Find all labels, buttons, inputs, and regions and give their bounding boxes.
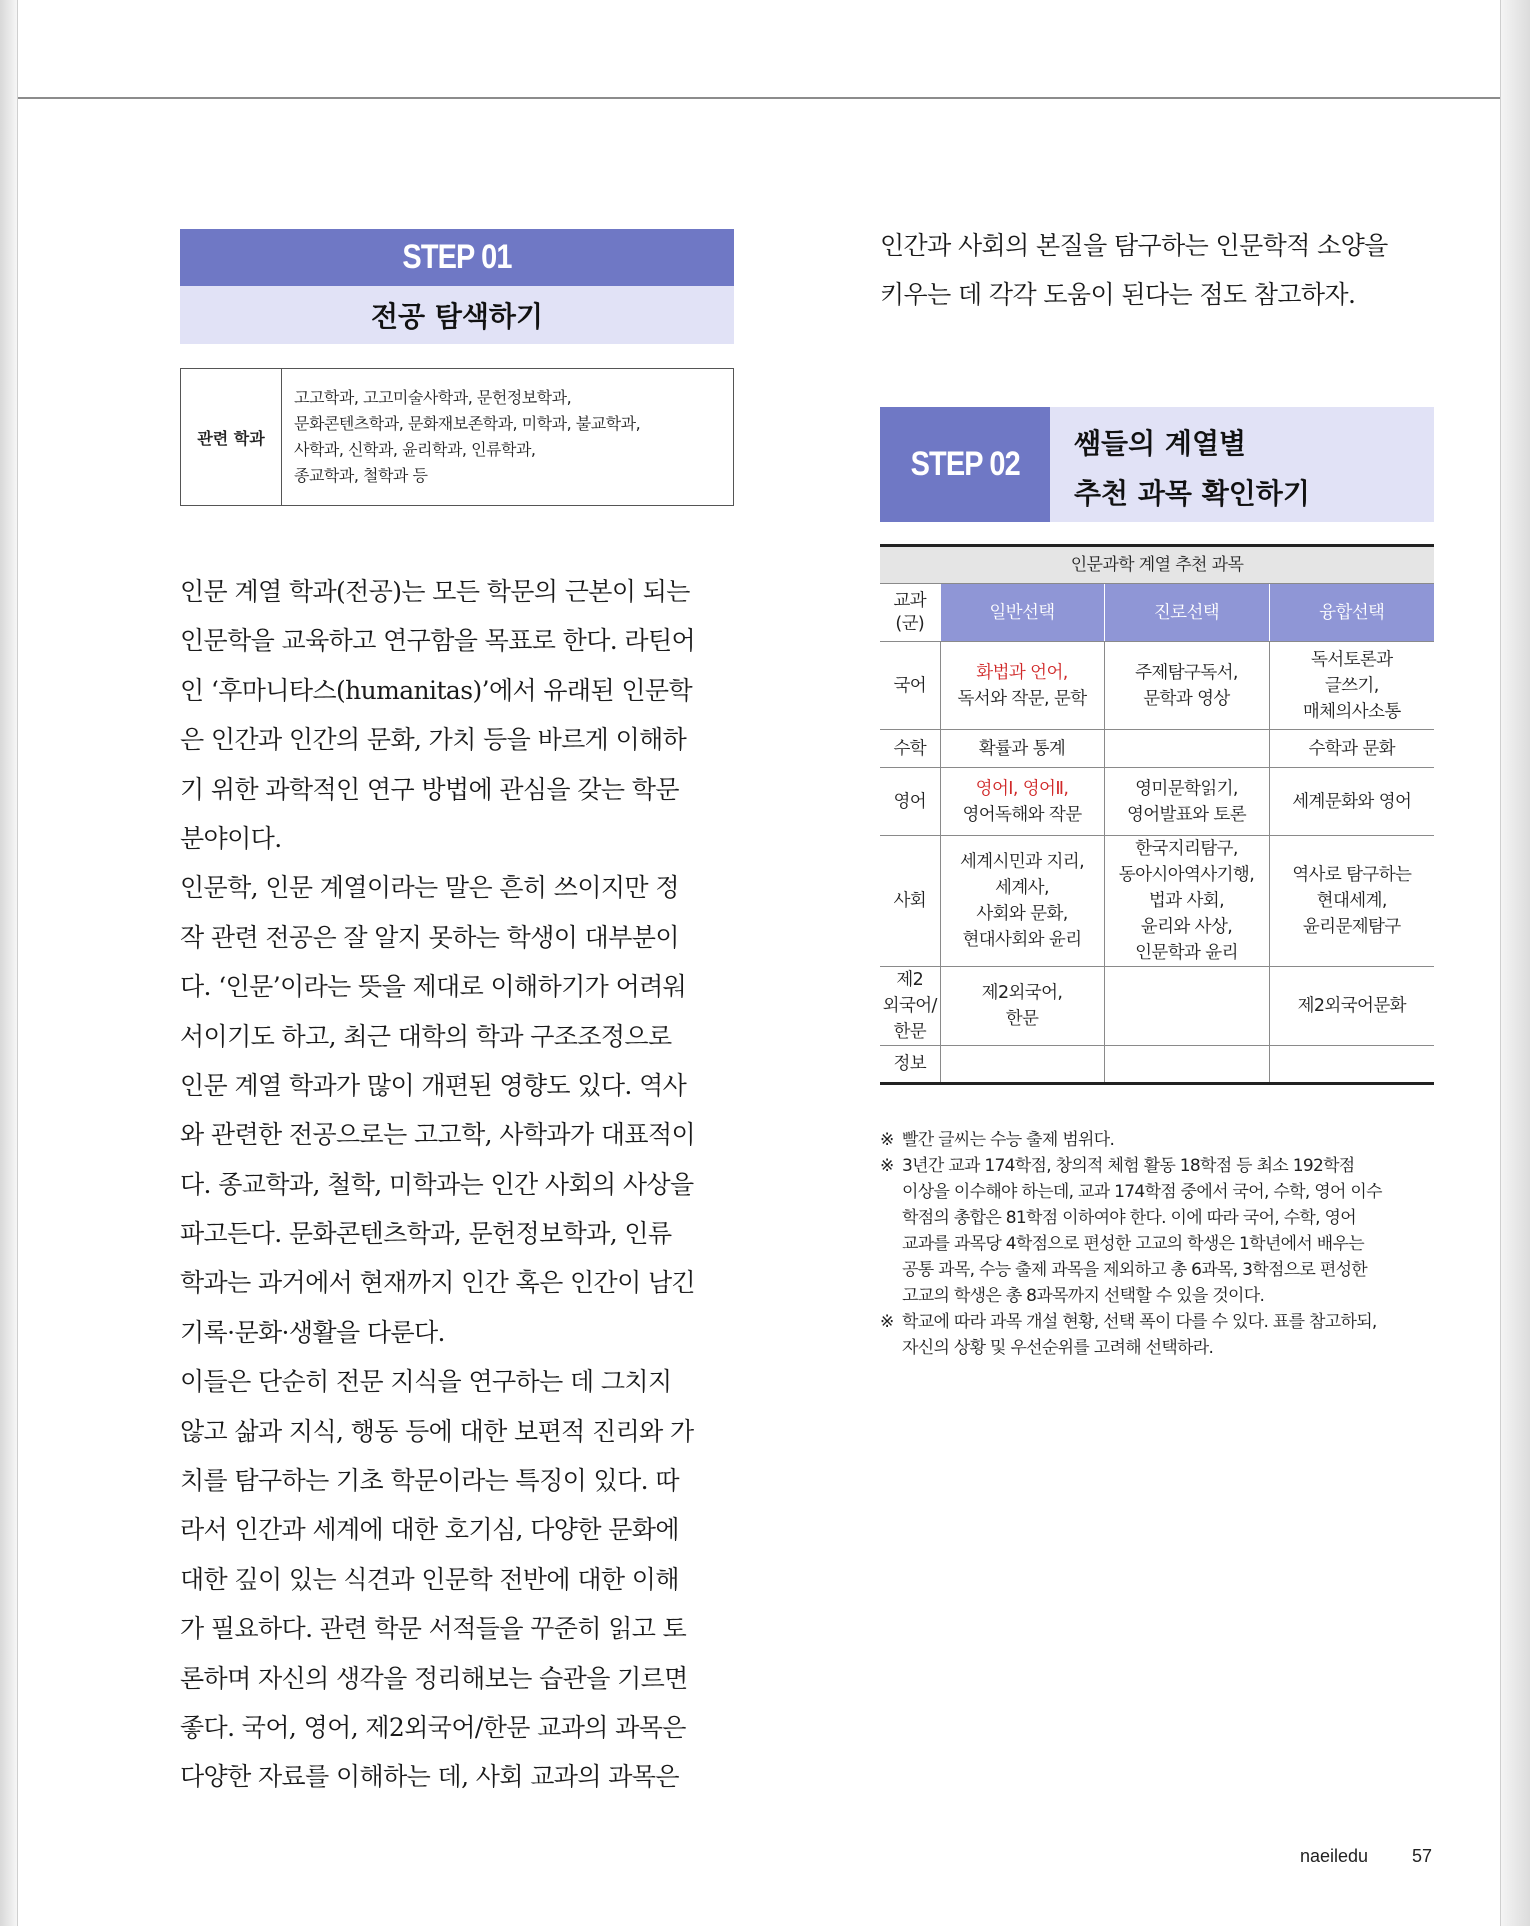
related-departments-line: 문화콘텐츠학과, 문화재보존학과, 미학과, 불교학과, — [294, 414, 641, 433]
body-text-right — [880, 221, 1440, 319]
body-line: 인문 계열 학과가 많이 개편된 영향도 있다. 역사 — [180, 1070, 687, 1100]
table-header-general: 일반선택 — [940, 584, 1104, 642]
course-name: 영어발표와 토론 — [1126, 804, 1247, 825]
note-line: 고교의 학생은 총 8과목까지 선택할 수 있을 것이다. — [902, 1286, 1265, 1306]
note-line: 이상을 이수해야 하는데, 교과 174학점 중에서 국어, 수학, 영어 이수 — [902, 1182, 1382, 1202]
step02-badge — [880, 407, 1050, 522]
note-text — [902, 1309, 1440, 1361]
body-line: 다. ‘인문’이라는 뜻을 제대로 이해하기가 어려워 — [180, 972, 687, 1002]
course-name: 영미문학읽기, — [1135, 778, 1238, 799]
table-cell-subject — [880, 967, 940, 1046]
table-cell-general — [940, 967, 1104, 1046]
note-line: 학점의 총합은 81학점 이하여야 한다. 이에 따라 국어, 수학, 영어 — [902, 1208, 1357, 1228]
related-departments-list — [282, 369, 733, 505]
body-line: 와 관련한 전공으로는 고고학, 사학과가 대표적이 — [180, 1120, 696, 1150]
table-cell-general — [940, 1046, 1104, 1084]
course-name: 현대사회와 윤리 — [962, 930, 1082, 950]
body-line: 은 인간과 인간의 문화, 가치 등을 바르게 이해하 — [180, 725, 687, 755]
table-header-subject — [880, 584, 940, 642]
body-line: 라서 인간과 세계에 대한 호기심, 다양한 문화에 — [180, 1515, 679, 1545]
page-edge-right — [1500, 0, 1530, 1926]
body-line: 대한 깊이 있는 식견과 인문학 전반에 대한 이해 — [180, 1564, 679, 1594]
table-cell-fusion — [1269, 1046, 1434, 1084]
table-header-subject-line: (군) — [895, 613, 925, 634]
table-cell-general — [940, 836, 1104, 967]
body-line: 작 관련 전공은 잘 알지 못하는 학생이 대부분이 — [180, 922, 679, 952]
table-cell-subject — [880, 642, 940, 730]
note-mark: ※ — [880, 1312, 894, 1332]
table-row — [880, 1046, 1434, 1084]
table-cell-subject — [880, 1046, 940, 1084]
course-name: 법과 사회, — [1148, 891, 1225, 911]
recommended-subjects-table — [880, 544, 1434, 1085]
note-line: 공통 과목, 수능 출제 과목을 제외하고 총 6과목, 3학점으로 편성한 — [902, 1260, 1368, 1280]
course-name: 매체의사소통 — [1302, 701, 1401, 722]
course-name: 수학과 문화 — [1308, 738, 1395, 759]
body-line: 분야이다. — [180, 823, 282, 853]
related-departments-box — [180, 368, 734, 506]
table-header-subject-line: 교과 — [893, 590, 927, 611]
related-departments-line: 고고학과, 고고미술사학과, 문헌정보학과, — [294, 388, 572, 407]
step02-title — [1050, 407, 1434, 522]
body-line: 인문 계열 학과(전공)는 모든 학문의 근본이 되는 — [180, 577, 690, 606]
table-cell-general — [940, 768, 1104, 836]
table-header-row — [880, 584, 1434, 642]
table-cell-general — [940, 730, 1104, 768]
footer-brand: naeiledu — [1300, 1846, 1369, 1866]
note-line: 교과를 과목당 4학점으로 편성한 고교의 학생은 1학년에서 배우는 — [902, 1234, 1364, 1254]
body-line: 좋다. 국어, 영어, 제2외국어/한문 교과의 과목은 — [180, 1712, 686, 1742]
course-name: 독서와 작문, 문학 — [957, 688, 1087, 709]
step01-header — [180, 229, 734, 344]
body-line: 인 ‘후마니타스(humanitas)’에서 유래된 인문학 — [180, 675, 693, 705]
course-name: 문학과 영상 — [1143, 688, 1230, 709]
course-name: 윤리문제탐구 — [1302, 917, 1401, 937]
step02-title-line1: 쌤들의 계열별 — [1074, 427, 1247, 460]
note-mark: ※ — [880, 1156, 894, 1176]
course-name: 역사로 탐구하는 — [1292, 865, 1412, 885]
course-name: 한국지리탐구, — [1135, 839, 1238, 859]
related-departments-line: 종교학과, 철학과 등 — [294, 466, 428, 485]
course-name: 사회와 문화, — [976, 904, 1068, 924]
note-text — [902, 1127, 1440, 1153]
table-row — [880, 642, 1434, 730]
step02-title-line2: 추천 과목 확인하기 — [1074, 477, 1310, 510]
course-name: 세계사, — [995, 878, 1049, 898]
table-cell-career — [1104, 967, 1269, 1046]
course-name: 글쓰기, — [1324, 675, 1379, 696]
table-cell-fusion — [1269, 967, 1434, 1046]
course-name: 주제탐구독서, — [1135, 662, 1238, 683]
course-name: 영어독해와 작문 — [962, 804, 1082, 825]
note-item — [880, 1309, 1440, 1361]
body-line: 인간과 사회의 본질을 탐구하는 인문학적 소양을 — [880, 231, 1388, 260]
step02-header — [880, 407, 1434, 522]
body-line: 가 필요하다. 관련 학문 서적들을 꾸준히 읽고 토 — [180, 1614, 687, 1644]
note-line: 자신의 상황 및 우선순위를 고려해 선택하라. — [902, 1338, 1214, 1358]
step01-badge-bar — [180, 229, 734, 286]
table-header-fusion: 융합선택 — [1269, 584, 1434, 642]
table-cell-general — [940, 642, 1104, 730]
course-name: 영어Ⅰ, 영어Ⅱ, — [975, 778, 1069, 799]
table-cell-career — [1104, 768, 1269, 836]
table-row — [880, 730, 1434, 768]
table-row — [880, 768, 1434, 836]
note-line: 3년간 교과 174학점, 창의적 체험 활동 18학점 등 최소 192학점 — [902, 1156, 1355, 1176]
body-line: 인문학을 교육하고 연구함을 목표로 한다. 라틴어 — [180, 626, 696, 656]
course-name: 동아시아역사기행, — [1118, 865, 1255, 885]
course-name: 독서토론과 — [1310, 649, 1393, 670]
subject-line: 한문 — [893, 1022, 927, 1042]
table-cell-career — [1104, 642, 1269, 730]
note-item — [880, 1153, 1440, 1309]
table-caption-row — [880, 546, 1434, 584]
subject-line: 정보 — [893, 1054, 927, 1074]
table-cell-career — [1104, 836, 1269, 967]
subject-line: 국어 — [893, 675, 927, 696]
course-name: 제2외국어, — [981, 983, 1063, 1003]
note-mark: ※ — [880, 1130, 894, 1150]
course-name: 화법과 언어, — [976, 662, 1068, 683]
step01-title: 전공 탐색하기 — [180, 286, 734, 344]
step02-badge-label: STEP 02 — [910, 445, 1020, 483]
subject-line: 제2 — [896, 970, 924, 990]
table-cell-fusion — [1269, 730, 1434, 768]
table-row — [880, 967, 1434, 1046]
page-number: 57 — [1412, 1846, 1433, 1866]
body-line: 않고 삶과 지식, 행동 등에 대한 보편적 진리와 가 — [180, 1416, 694, 1446]
course-name: 인문학과 윤리 — [1135, 943, 1238, 963]
step01-badge: STEP 01 — [222, 229, 693, 286]
table-cell-fusion — [1269, 836, 1434, 967]
table-caption: 인문과학 계열 추천 과목 — [880, 546, 1434, 584]
table-cell-subject — [880, 768, 940, 836]
course-name: 한문 — [1005, 1009, 1039, 1029]
body-text-left — [180, 567, 736, 1802]
top-rule — [18, 97, 1500, 99]
subject-line: 외국어/ — [882, 996, 937, 1016]
course-name: 제2외국어문화 — [1297, 996, 1406, 1016]
course-name: 세계문화와 영어 — [1292, 791, 1412, 812]
course-name: 확률과 통계 — [978, 738, 1066, 759]
body-line: 기 위한 과학적인 연구 방법에 관심을 갖는 학문 — [180, 774, 679, 804]
note-line: 학교에 따라 과목 개설 현황, 선택 폭이 다를 수 있다. 표를 참고하되, — [902, 1312, 1377, 1332]
table-cell-career — [1104, 730, 1269, 768]
table-cell-subject — [880, 836, 940, 967]
body-line: 다. 종교학과, 철학, 미학과는 인간 사회의 사상을 — [180, 1169, 694, 1199]
note-line: 빨간 글씨는 수능 출제 범위다. — [902, 1130, 1115, 1150]
note-text — [902, 1153, 1440, 1309]
page-gutter-left — [0, 0, 18, 1926]
subject-line: 사회 — [893, 891, 927, 911]
table-cell-career — [1104, 1046, 1269, 1084]
course-name: 윤리와 사상, — [1140, 917, 1233, 937]
note-item — [880, 1127, 1440, 1153]
table-cell-fusion — [1269, 768, 1434, 836]
body-line: 기록·문화·생활을 다룬다. — [180, 1317, 445, 1347]
subject-line: 수학 — [893, 738, 927, 759]
body-line: 다양한 자료를 이해하는 데, 사회 교과의 과목은 — [180, 1762, 679, 1792]
body-line: 학과는 과거에서 현재까지 인간 혹은 인간이 남긴 — [180, 1268, 696, 1298]
body-line: 치를 탐구하는 기초 학문이라는 특징이 있다. 따 — [180, 1466, 679, 1496]
body-line: 서이기도 하고, 최근 대학의 학과 구조조정으로 — [180, 1021, 672, 1051]
table-notes — [880, 1127, 1440, 1361]
table-row — [880, 836, 1434, 967]
body-line: 론하며 자신의 생각을 정리해보는 습관을 기르면 — [180, 1663, 688, 1693]
table-cell-subject — [880, 730, 940, 768]
body-line: 인문학, 인문 계열이라는 말은 흔히 쓰이지만 정 — [180, 873, 679, 903]
subject-line: 영어 — [893, 791, 927, 812]
table-header-career: 진로선택 — [1104, 584, 1269, 642]
course-name: 세계시민과 지리, — [959, 852, 1085, 872]
related-departments-label: 관련 학과 — [181, 369, 282, 505]
body-line: 키우는 데 각각 도움이 된다는 점도 참고하자. — [880, 280, 1356, 309]
body-line: 파고든다. 문화콘텐츠학과, 문헌정보학과, 인류 — [180, 1219, 672, 1249]
table-cell-fusion — [1269, 642, 1434, 730]
course-name: 현대세계, — [1316, 891, 1387, 911]
body-line: 이들은 단순히 전문 지식을 연구하는 데 그치지 — [180, 1367, 672, 1397]
related-departments-line: 사학과, 신학과, 윤리학과, 인류학과, — [294, 440, 536, 459]
